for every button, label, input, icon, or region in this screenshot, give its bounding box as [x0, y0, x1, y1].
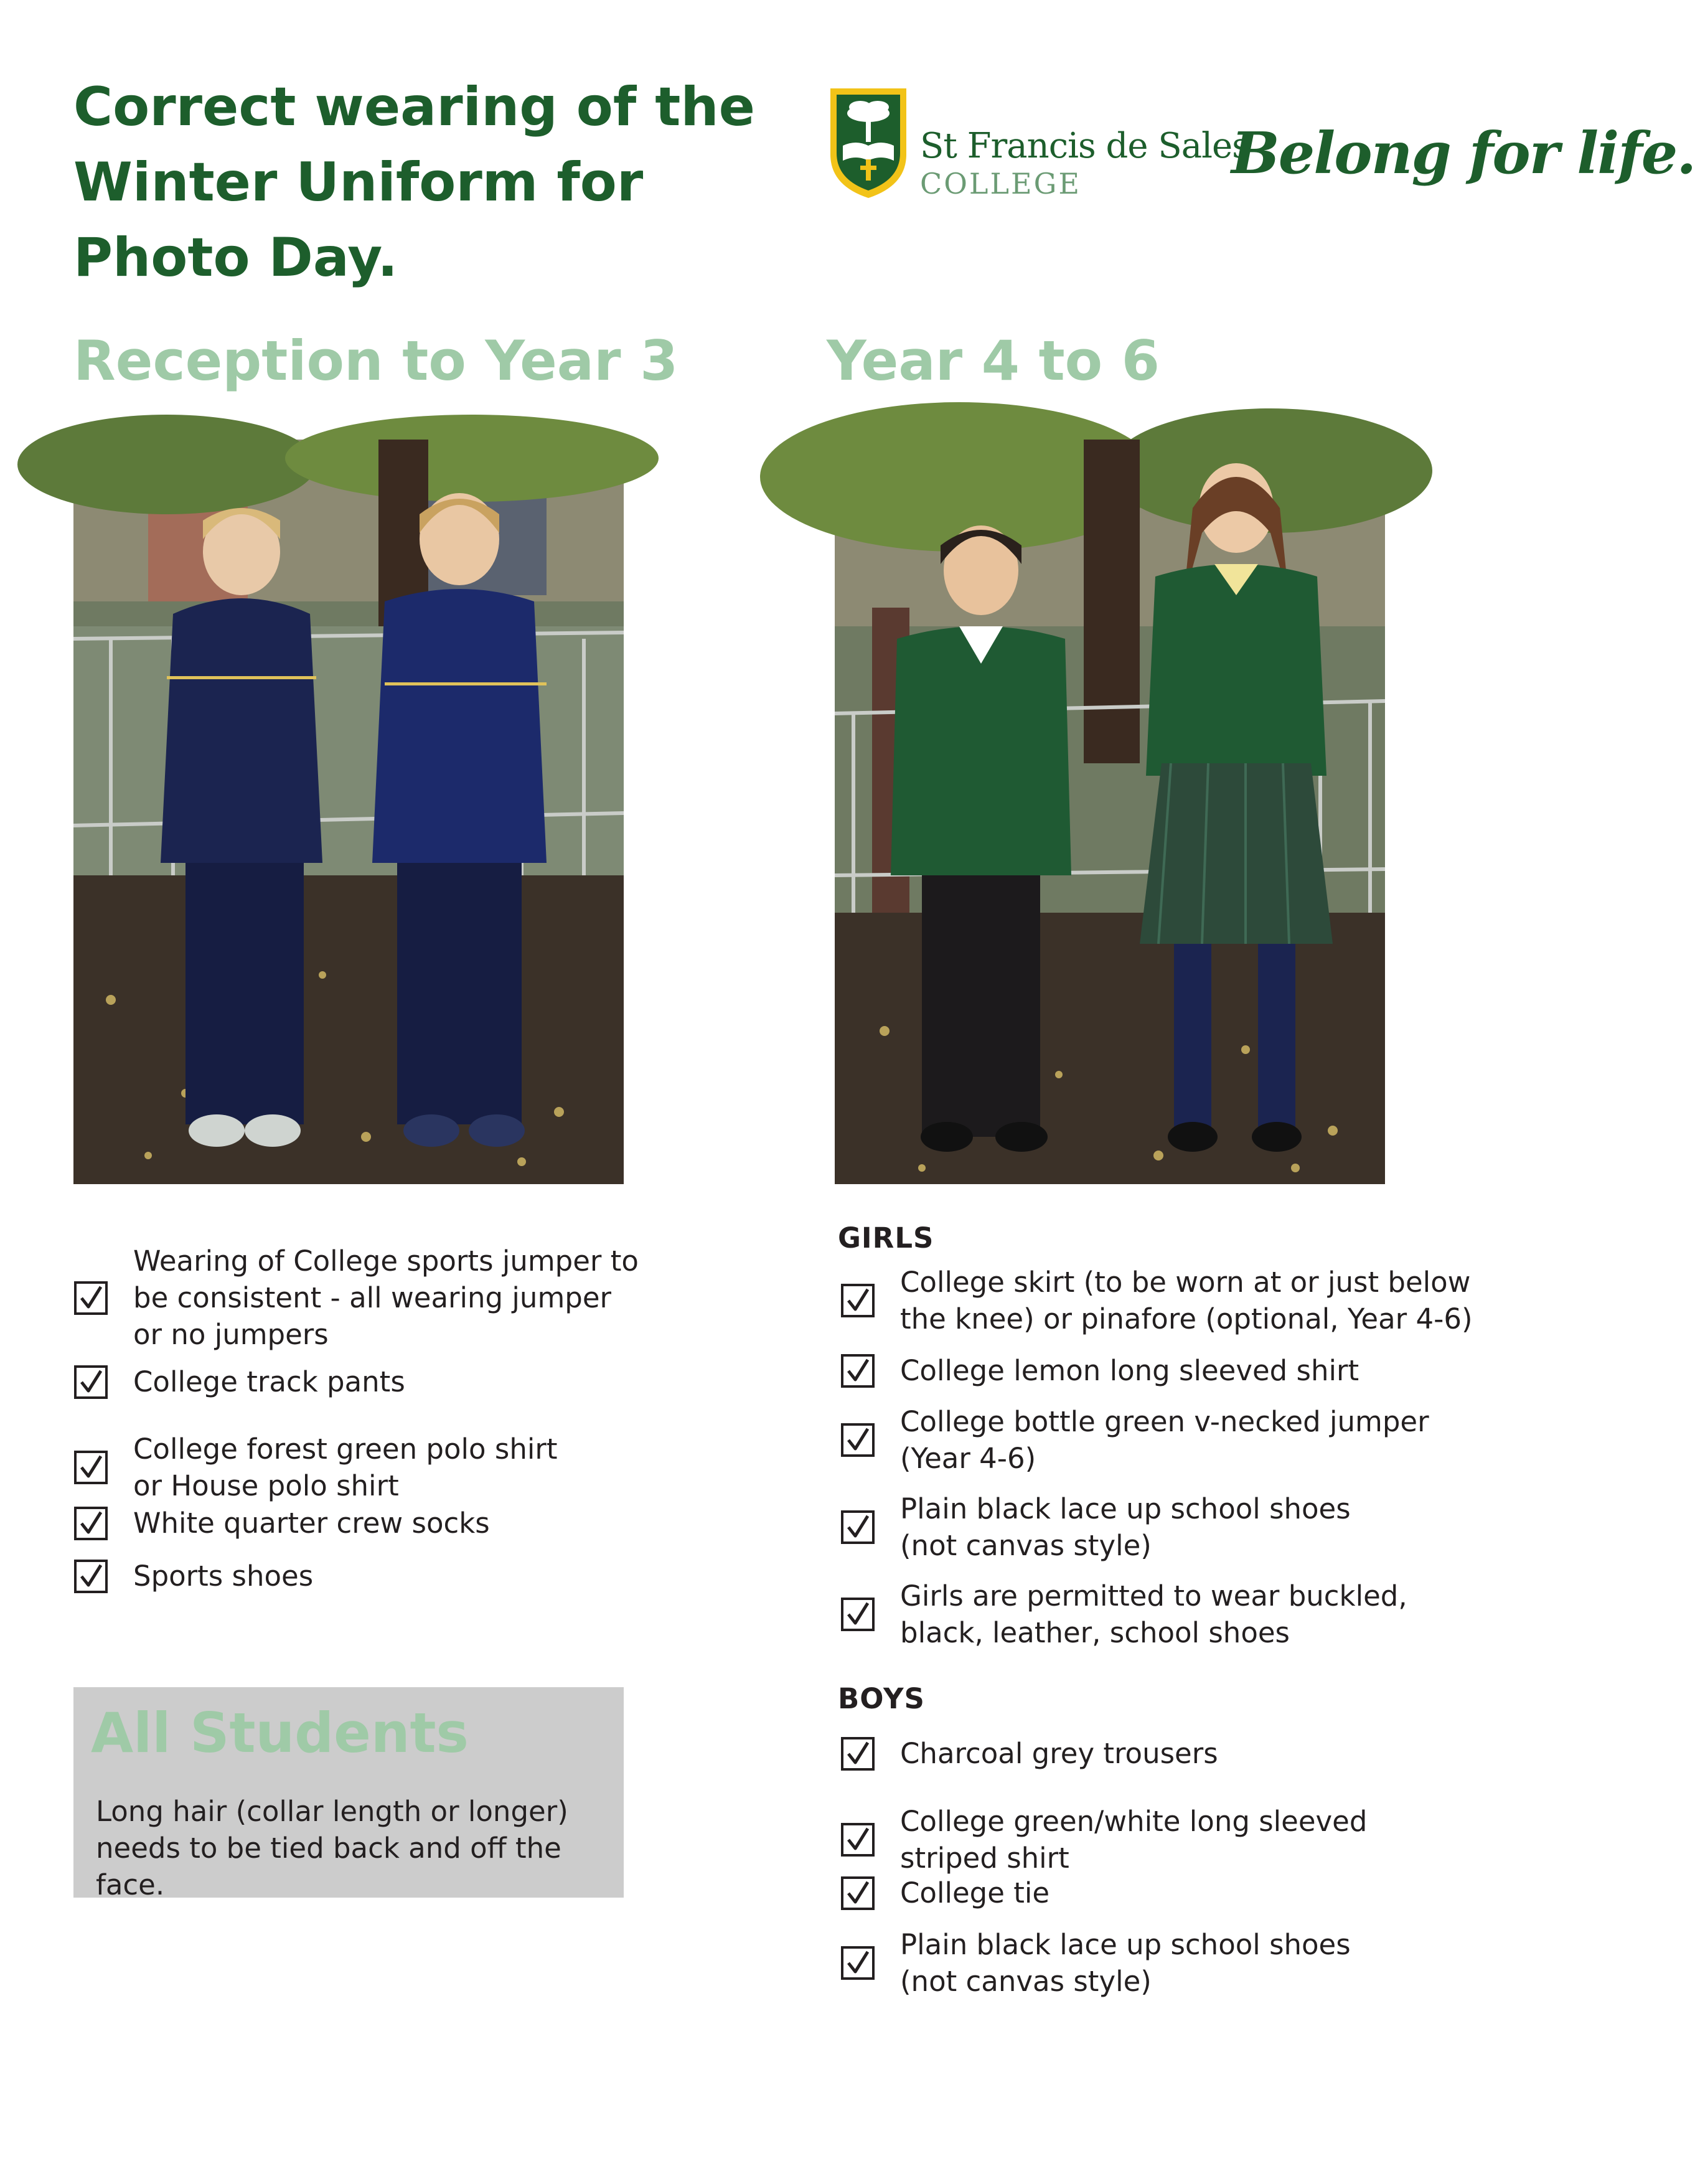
checklist-item [73, 1431, 659, 1504]
checklist-item-text: Plain black lace up school shoes (not canvas style) [900, 1928, 1351, 1998]
college-crest-icon [828, 86, 909, 200]
checkbox-ticked-icon [840, 1876, 875, 1911]
checklist-item [840, 1735, 1500, 1772]
checkbox-ticked-icon [840, 1510, 875, 1545]
checklist-item-text: Wearing of College sports jumper to be consistent - all wearing jumper or no jumpers [133, 1245, 639, 1351]
checkbox-ticked-icon [73, 1281, 108, 1316]
college-wordmark: COLLEGE [920, 167, 1081, 200]
checklist-item-text: White quarter crew socks [133, 1507, 490, 1540]
checkbox-ticked-icon [840, 1423, 875, 1457]
checklist-item [73, 1243, 659, 1353]
checklist-item-text: College lemon long sleeved shirt [900, 1354, 1359, 1387]
checklist-item [840, 1403, 1500, 1477]
checklist-item [73, 1363, 659, 1400]
all-students-heading: All Students [91, 1701, 469, 1765]
checklist-item-text: College skirt (to be worn at or just below the knee) or pinafore (optional, Year 4-6) [900, 1266, 1473, 1335]
page-title-line-2: Winter Uniform for [73, 151, 644, 214]
checklist-item [840, 1352, 1500, 1389]
checkbox-ticked-icon [73, 1450, 108, 1485]
reception-students-photo [73, 440, 624, 1184]
all-students-text: Long hair (collar length or longer) needs to be tied back and off the face. [96, 1795, 568, 1901]
checklist-item-text: College green/white long sleeved striped shirt [900, 1805, 1368, 1875]
checkbox-ticked-icon [73, 1365, 108, 1400]
checkbox-ticked-icon [840, 1822, 875, 1857]
checkbox-ticked-icon [840, 1736, 875, 1771]
checklist-item-text: Sports shoes [133, 1560, 314, 1593]
checklist-item [840, 1803, 1500, 1876]
page-title [73, 70, 758, 296]
reception-heading: Reception to Year 3 [73, 329, 678, 393]
checklist-item [73, 1505, 659, 1542]
checklist-item [840, 1264, 1500, 1337]
checkbox-ticked-icon [840, 1597, 875, 1632]
girls-heading: GIRLS [838, 1221, 934, 1254]
all-students-panel [73, 1687, 624, 1901]
checklist-item-text: College track pants [133, 1365, 405, 1398]
college-name: St Francis de Sales [920, 126, 1249, 166]
page-title-line-1: Correct wearing of the [73, 76, 755, 138]
checkbox-ticked-icon [840, 1283, 875, 1318]
boys-heading: BOYS [838, 1682, 925, 1715]
checklist-item [840, 1875, 1500, 1911]
checklist-item-text: College forest green polo shirt or House polo shirt [133, 1433, 558, 1502]
checkbox-ticked-icon [840, 1946, 875, 1980]
checklist-item [840, 1578, 1500, 1651]
checklist-item-text: College bottle green v-necked jumper (Year 4-6) [900, 1405, 1429, 1475]
senior-heading: Year 4 to 6 [827, 329, 1160, 393]
checkbox-ticked-icon [73, 1506, 108, 1541]
page-title-line-3: Photo Day. [73, 227, 398, 289]
checklist-item [840, 1490, 1500, 1564]
checklist-item-text: College tie [900, 1876, 1050, 1909]
checkbox-ticked-icon [73, 1559, 108, 1594]
checklist-item-text: Charcoal grey trousers [900, 1737, 1218, 1770]
senior-students-photo [835, 440, 1385, 1184]
checklist-item-text: Plain black lace up school shoes (not canvas style) [900, 1492, 1351, 1562]
checklist-item [840, 1926, 1500, 2000]
checklist-item-text: Girls are permitted to wear buckled, black, leather, school shoes [900, 1579, 1407, 1649]
checklist-item [73, 1558, 659, 1594]
college-tagline: Belong for life. [1231, 120, 1695, 187]
checkbox-ticked-icon [840, 1353, 875, 1388]
